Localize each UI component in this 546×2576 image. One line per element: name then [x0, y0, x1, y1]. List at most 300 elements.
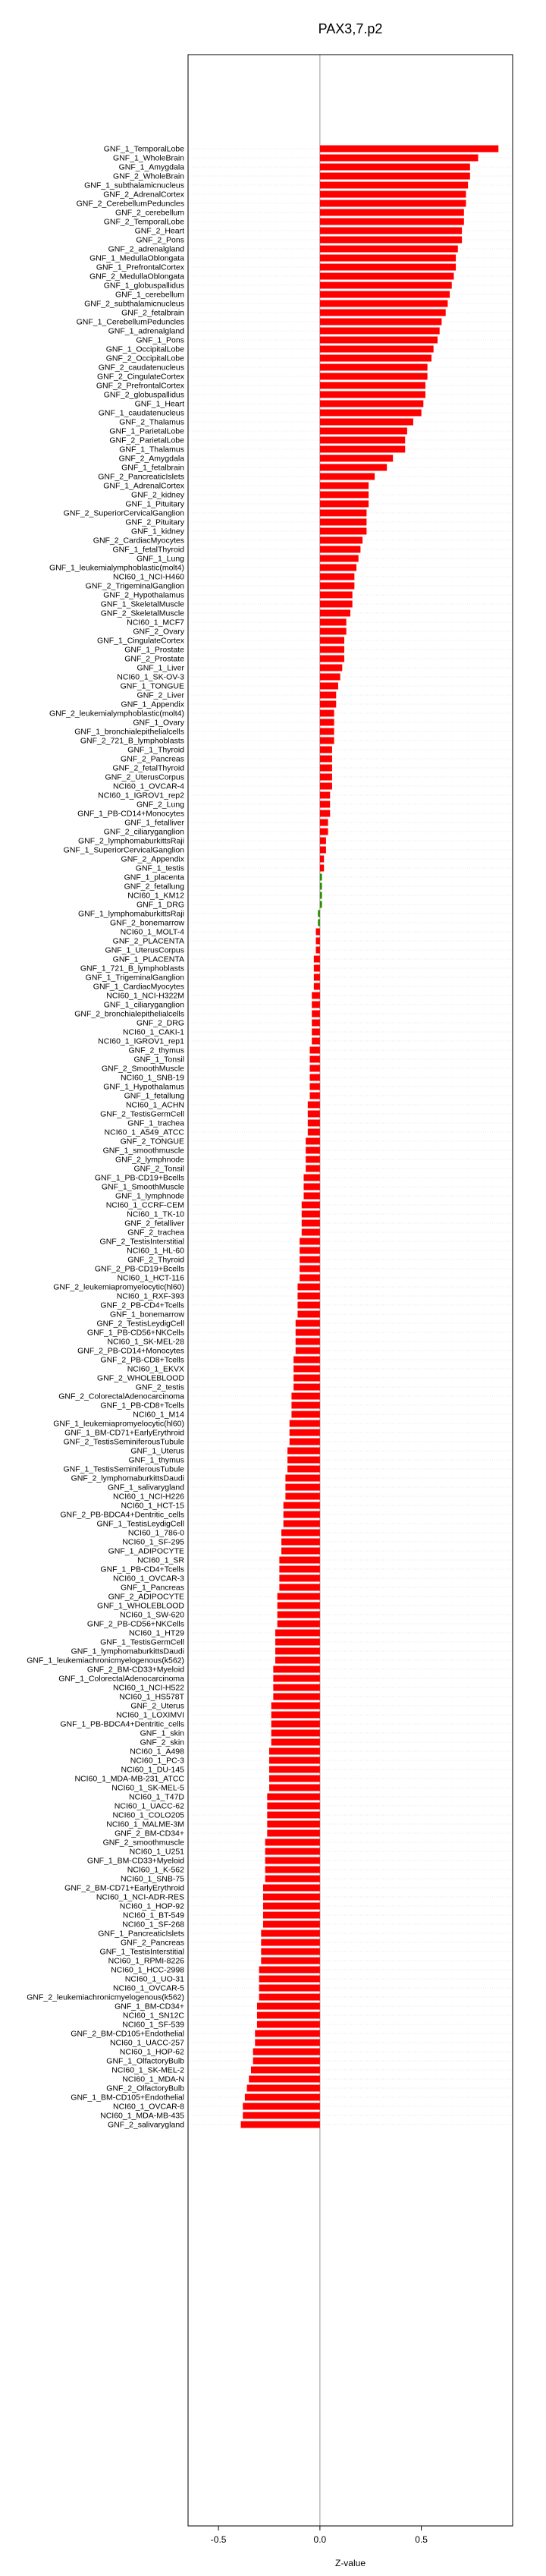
- category-label: GNF_2_Heart: [134, 226, 184, 236]
- bar: [265, 1867, 320, 1873]
- bar: [320, 810, 330, 817]
- bar: [275, 1630, 320, 1637]
- category-label: GNF_1_Lung: [136, 554, 184, 564]
- category-label: GNF_1_Thyroid: [127, 745, 184, 755]
- bar: [287, 1448, 320, 1455]
- bar: [320, 510, 367, 517]
- category-label: GNF_1_MedullaOblongata: [89, 253, 184, 263]
- bar: [320, 219, 464, 225]
- category-label: GNF_2_lymphomaburkittsRaji: [77, 836, 184, 846]
- category-label: GNF_1_Prostate: [124, 645, 184, 655]
- bar: [320, 155, 479, 162]
- category-label: GNF_1_WholeBrain: [113, 153, 184, 163]
- bar: [320, 473, 375, 480]
- bar: [308, 1111, 320, 1118]
- category-label: GNF_1_Appendix: [121, 700, 184, 709]
- category-label: GNF_1_WHOLEBLOOD: [97, 1601, 184, 1611]
- bar: [261, 1930, 320, 1937]
- bar: [320, 756, 332, 763]
- category-label: GNF_1_placenta: [124, 873, 184, 882]
- bar: [320, 637, 344, 644]
- bar: [320, 209, 464, 216]
- bar: [285, 1484, 319, 1491]
- bar: [320, 392, 425, 398]
- bar: [320, 710, 334, 717]
- category-label: GNF_1_DRG: [136, 900, 184, 910]
- category-label: GNF_2_globuspallidus: [103, 390, 184, 400]
- bar: [320, 646, 344, 653]
- category-label: GNF_2_fetallung: [124, 882, 184, 892]
- bar: [302, 1211, 320, 1218]
- category-label: GNF_2_WHOLEBLOOD: [97, 1373, 184, 1383]
- category-label: NCI60_1_HCC-2998: [111, 1965, 184, 1975]
- category-label: NCI60_1_MOLT-4: [120, 927, 184, 937]
- bar: [271, 1730, 320, 1737]
- category-label: GNF_2_leukemiapromyelocytic(hl60): [53, 1282, 184, 1292]
- category-label: NCI60_1_HCT-15: [121, 1501, 184, 1511]
- bar: [263, 1903, 320, 1910]
- bar: [255, 2030, 320, 2037]
- bar: [285, 1475, 319, 1482]
- bar: [265, 1848, 320, 1855]
- bar: [263, 1894, 320, 1901]
- bar: [320, 519, 367, 526]
- bar: [308, 1129, 320, 1136]
- category-label: NCI60_1_HOP-62: [119, 2047, 184, 2057]
- category-label: GNF_2_PrefrontalCortex: [96, 381, 184, 391]
- category-label: GNF_1_Uterus: [130, 1446, 184, 1456]
- category-label: GNF_1_PB-CD14+Monocytes: [77, 809, 184, 819]
- bar: [320, 883, 322, 890]
- bar: [310, 1093, 320, 1099]
- bar: [269, 1748, 320, 1755]
- bar: [243, 2112, 320, 2119]
- category-label: GNF_1_testis: [135, 863, 184, 873]
- bar: [273, 1694, 320, 1700]
- category-label: NCI60_1_M14: [133, 1410, 184, 1420]
- bar: [320, 483, 369, 489]
- bar: [269, 1757, 320, 1764]
- bar: [314, 956, 320, 963]
- category-label: GNF_2_PB-CD56+NKCells: [86, 1619, 184, 1629]
- category-label: GNF_1_PrefrontalCortex: [96, 263, 184, 272]
- bar: [320, 310, 446, 316]
- category-label: NCI60_1_SK-MEL-2: [111, 2065, 184, 2075]
- category-label: GNF_1_salivarygland: [108, 1483, 184, 1492]
- bar: [320, 819, 328, 826]
- bar: [281, 1539, 320, 1546]
- category-label: NCI60_1_A498: [130, 1747, 184, 1757]
- category-label: GNF_1_Ovary: [133, 718, 184, 728]
- category-label: GNF_2_Appendix: [121, 854, 184, 864]
- bar: [320, 200, 466, 207]
- bar: [257, 2003, 320, 2010]
- bar: [300, 1238, 320, 1245]
- category-label: GNF_1_TONGUE: [120, 681, 184, 691]
- bar: [320, 656, 344, 662]
- bar: [320, 273, 454, 280]
- bar: [259, 1985, 320, 1992]
- bar: [320, 610, 350, 617]
- category-label: NCI60_1_UACC-62: [114, 1801, 184, 1811]
- bar: [308, 1120, 320, 1127]
- category-label: GNF_1_PB-CD56+NKCells: [86, 1328, 184, 1338]
- category-label: NCI60_1_NCI-H460: [113, 572, 184, 582]
- chart-title: PAX3,7.p2: [318, 21, 383, 36]
- category-label: GNF_2_leukemialymphoblastic(molt4): [49, 709, 184, 719]
- category-label: GNF_1_OlfactoryBulb: [106, 2056, 184, 2066]
- category-label: GNF_2_caudatenucleus: [98, 363, 184, 373]
- bar: [275, 1639, 320, 1646]
- category-label: NCI60_1_SF-295: [122, 1537, 184, 1547]
- category-label: GNF_2_PB-BDCA4+Dentritic_cells: [60, 1510, 184, 1520]
- category-label: GNF_2_CardiacMyocytes: [93, 536, 184, 546]
- category-label: GNF_2_fetalliver: [124, 1219, 184, 1228]
- bar: [263, 1921, 320, 1928]
- category-label: GNF_1_Liver: [136, 663, 184, 673]
- bar: [320, 173, 470, 180]
- category-label: NCI60_1_NCI-H226: [113, 1492, 184, 1502]
- bar: [284, 1502, 320, 1509]
- category-label: GNF_2_Ovary: [133, 627, 184, 637]
- bar: [300, 1275, 320, 1282]
- x-axis-label: Z-value: [334, 2558, 366, 2568]
- category-label: GNF_2_PB-CD14+Monocytes: [77, 1346, 184, 1356]
- category-label: NCI60_1_TK-10: [127, 1209, 184, 1219]
- bar: [241, 2122, 320, 2128]
- category-label: NCI60_1_SK-MEL-5: [111, 1783, 184, 1793]
- category-label: GNF_2_PB-CD8+Tcells: [100, 1355, 184, 1365]
- category-label: GNF_2_lymphomaburkittsDaudi: [71, 1474, 184, 1483]
- category-label: GNF_2_Thyroid: [127, 1255, 184, 1265]
- bar: [320, 346, 434, 353]
- bar: [314, 965, 320, 972]
- bar: [320, 738, 334, 744]
- category-label: GNF_1_PB-CD19+Bcells: [94, 1173, 184, 1183]
- category-label: GNF_2_TestisLeydigCell: [96, 1319, 184, 1329]
- category-label: GNF_1_TestisLeydigCell: [96, 1519, 184, 1529]
- bar: [300, 1247, 320, 1254]
- category-label: GNF_1_fetalbrain: [121, 463, 184, 473]
- category-label: GNF_1_PB-CD8+Tcells: [100, 1401, 184, 1411]
- category-label: NCI60_1_HCT-116: [117, 1273, 184, 1283]
- category-label: GNF_1_SuperiorCervicalGanglion: [63, 845, 184, 855]
- category-label: GNF_2_adrenalgland: [108, 244, 184, 254]
- category-label: GNF_1_Amygdala: [118, 162, 184, 172]
- bar: [320, 237, 462, 244]
- category-label: GNF_1_ColorectalAdenocarcinoma: [58, 1674, 184, 1684]
- bar: [320, 719, 334, 726]
- category-label: GNF_2_Pancreas: [120, 754, 184, 764]
- bar: [320, 592, 353, 599]
- category-label: GNF_2_SmoothMuscle: [101, 1064, 184, 1074]
- category-label: GNF_1_OccipitalLobe: [105, 344, 184, 354]
- category-label: GNF_2_Amygdala: [118, 454, 184, 464]
- category-label: NCI60_1_SF-268: [122, 1920, 184, 1930]
- bar: [320, 892, 322, 899]
- bar: [273, 1684, 320, 1691]
- bar: [267, 1821, 320, 1828]
- bar: [278, 1603, 320, 1609]
- category-label: NCI60_1_BT-549: [122, 1911, 184, 1920]
- category-label: NCI60_1_HOP-92: [119, 1901, 184, 1911]
- bar: [296, 1329, 320, 1336]
- category-label: GNF_1_CerebellumPeduncles: [76, 317, 184, 327]
- category-label: NCI60_1_SNB-75: [120, 1874, 184, 1884]
- category-label: GNF_2_leukemiachronicmyelogenous(k562): [27, 1993, 184, 2002]
- category-label: GNF_2_TestisSeminiferousTubule: [63, 1437, 184, 1447]
- bar: [267, 1803, 320, 1810]
- category-label: GNF_1_ciliaryganglion: [103, 1000, 184, 1010]
- category-label: NCI60_1_HL-60: [127, 1246, 184, 1256]
- bar: [320, 765, 332, 772]
- bar: [320, 291, 450, 298]
- category-label: NCI60_1_DU-145: [121, 1765, 184, 1775]
- category-label: GNF_2_ADIPOCYTE: [108, 1592, 184, 1602]
- bar: [320, 847, 326, 854]
- bar: [303, 1193, 319, 1200]
- category-label: GNF_1_721_B_lymphoblasts: [80, 964, 184, 973]
- bar: [320, 191, 466, 198]
- bar: [320, 337, 438, 344]
- bar: [320, 382, 425, 389]
- category-label: GNF_1_Pons: [136, 335, 184, 345]
- bar: [273, 1666, 320, 1673]
- bar: [320, 619, 347, 626]
- bar: [320, 401, 423, 407]
- category-label: GNF_2_721_B_lymphoblasts: [80, 736, 184, 746]
- bar: [261, 1939, 320, 1946]
- category-label: NCI60_1_CAKI-1: [122, 1027, 184, 1037]
- category-label: GNF_1_TestisSeminiferousTubule: [63, 1464, 184, 1474]
- category-label: NCI60_1_MDA-MB-435: [100, 2111, 184, 2121]
- bar: [320, 574, 354, 580]
- category-label: GNF_2_SuperiorCervicalGanglion: [63, 508, 184, 518]
- bar: [267, 1794, 320, 1801]
- category-label: NCI60_1_SF-539: [122, 2020, 184, 2030]
- category-label: GNF_2_ParietalLobe: [109, 436, 184, 445]
- bar: [320, 537, 362, 544]
- bar: [284, 1511, 320, 1518]
- category-label: GNF_2_testis: [135, 1382, 184, 1392]
- bar: [247, 2085, 320, 2092]
- category-label: GNF_2_Tonsil: [133, 1164, 184, 1174]
- category-label: GNF_2_fetalThyroid: [112, 763, 184, 773]
- bar: [320, 264, 456, 271]
- bar: [306, 1165, 320, 1172]
- category-label: GNF_1_PancreaticIslets: [98, 1929, 184, 1939]
- category-label: NCI60_1_UO-31: [124, 1974, 184, 1984]
- category-label: GNF_2_MedullaOblongata: [89, 272, 184, 282]
- bar: [275, 1657, 320, 1664]
- category-label: NCI60_1_SK-OV-3: [117, 672, 184, 682]
- bar: [278, 1612, 320, 1618]
- category-label: GNF_2_Pituitary: [125, 517, 184, 527]
- bar: [302, 1229, 320, 1236]
- bar: [271, 1712, 320, 1719]
- bar: [320, 437, 405, 444]
- category-label: GNF_1_lymphomaburkittsDaudi: [71, 1647, 184, 1656]
- bar: [265, 1839, 320, 1846]
- bar: [285, 1493, 319, 1500]
- category-label: GNF_2_BM-CD33+Myeloid: [86, 1665, 184, 1675]
- bar: [271, 1703, 320, 1709]
- bar: [296, 1320, 320, 1327]
- bar: [263, 1885, 320, 1892]
- bar: [320, 364, 428, 371]
- bar: [320, 829, 328, 835]
- bar: [320, 865, 324, 872]
- bar: [320, 455, 393, 462]
- bar: [278, 1621, 320, 1628]
- bar: [284, 1521, 320, 1527]
- bar: [265, 1857, 320, 1864]
- category-label: GNF_1_adrenalgland: [108, 326, 184, 336]
- category-label: GNF_1_TrigeminalGanglion: [85, 973, 184, 983]
- bar: [320, 747, 332, 753]
- category-label: GNF_2_PLACENTA: [112, 936, 184, 946]
- category-label: NCI60_1_RPMI-8226: [108, 1956, 184, 1966]
- category-label: GNF_1_lymphomaburkittsRaji: [77, 909, 184, 919]
- category-label: GNF_2_trachea: [127, 1228, 184, 1238]
- bar: [320, 901, 322, 908]
- bar: [291, 1402, 319, 1409]
- bar: [320, 255, 456, 262]
- bar: [255, 2040, 320, 2046]
- bar: [291, 1393, 319, 1400]
- category-label: GNF_1_cerebellum: [115, 290, 184, 300]
- bar: [310, 1074, 320, 1081]
- category-label: GNF_2_Thalamus: [119, 417, 184, 427]
- bar: [273, 1675, 320, 1682]
- bar: [287, 1457, 320, 1464]
- bar: [320, 428, 407, 435]
- bar: [290, 1439, 320, 1445]
- category-label: GNF_1_Tonsil: [133, 1055, 184, 1065]
- category-label: GNF_2_AdrenalCortex: [103, 190, 184, 200]
- bar: [320, 555, 359, 562]
- category-label: GNF_1_Hypothalamus: [103, 1082, 184, 1092]
- bar: [297, 1302, 319, 1309]
- category-label: GNF_1_PLACENTA: [112, 955, 184, 964]
- bar: [302, 1220, 320, 1227]
- bar: [275, 1648, 320, 1655]
- category-label: GNF_1_leukemiapromyelocytic(hl60): [53, 1419, 184, 1429]
- category-label: NCI60_1_OVCAR-8: [113, 2102, 184, 2112]
- category-label: GNF_2_BM-CD34+: [115, 1829, 184, 1838]
- bar: [316, 938, 320, 945]
- category-label: GNF_2_Lung: [136, 800, 184, 810]
- category-label: GNF_2_BM-CD105+Endothelial: [71, 2029, 184, 2039]
- category-label: NCI60_1_CCRF-CEM: [105, 1200, 184, 1210]
- bar: [320, 856, 324, 863]
- category-label: GNF_2_thymus: [128, 1046, 184, 1055]
- bar: [251, 2067, 320, 2074]
- bar: [320, 373, 428, 380]
- category-label: NCI60_1_OVCAR-4: [113, 782, 184, 791]
- category-label: GNF_1_BM-CD105+Endothelial: [71, 2093, 184, 2103]
- bar: [320, 838, 326, 845]
- category-label: GNF_2_Pons: [136, 235, 184, 245]
- bar: [320, 300, 448, 307]
- bar: [312, 1011, 320, 1018]
- bar: [279, 1557, 320, 1564]
- category-label: NCI60_1_UACC-257: [109, 2038, 184, 2048]
- category-label: GNF_1_SkeletalMuscle: [100, 599, 184, 609]
- bar: [308, 1102, 320, 1109]
- bar: [306, 1147, 320, 1154]
- bar: [269, 1785, 320, 1791]
- category-label: GNF_2_bonemarrow: [109, 918, 184, 928]
- bar: [320, 728, 334, 735]
- category-label: GNF_2_PB-CD4+Tcells: [100, 1301, 184, 1310]
- category-label: GNF_2_lymphnode: [115, 1155, 184, 1165]
- bar: [293, 1384, 320, 1391]
- category-label: GNF_2_salivarygland: [108, 2120, 184, 2130]
- category-label: GNF_2_TemporalLobe: [103, 217, 184, 227]
- bar: [249, 2076, 320, 2083]
- category-label: NCI60_1_IGROV1_rep1: [98, 1036, 184, 1046]
- category-label: GNF_2_CerebellumPeduncles: [76, 199, 184, 209]
- bar: [253, 2049, 320, 2055]
- category-label: GNF_1_PB-CD4+Tcells: [100, 1565, 184, 1574]
- category-label: NCI60_1_T47D: [129, 1792, 184, 1802]
- bar: [314, 983, 320, 990]
- category-label: NCI60_1_SNB-19: [120, 1073, 184, 1083]
- bar: [281, 1530, 320, 1536]
- category-label: NCI60_1_SK-MEL-28: [107, 1337, 184, 1347]
- category-label: GNF_1_thymus: [128, 1455, 184, 1465]
- bar: [293, 1375, 320, 1382]
- bar: [245, 2094, 320, 2101]
- category-label: NCI60_1_COLO205: [112, 1810, 184, 1820]
- bar: [278, 1593, 320, 1600]
- category-label: NCI60_1_K-562: [127, 1865, 184, 1875]
- bar: [320, 319, 442, 326]
- category-label: GNF_2_UterusCorpus: [105, 772, 184, 782]
- bar: [300, 1266, 320, 1272]
- bar: [312, 1029, 320, 1036]
- bar: [320, 246, 458, 253]
- category-label: GNF_2_BM-CD71+EarlyErythroid: [64, 1883, 184, 1893]
- bar: [279, 1575, 320, 1582]
- bar: [296, 1348, 320, 1354]
- bar: [320, 874, 322, 881]
- category-label: GNF_1_smoothmuscle: [102, 1146, 184, 1156]
- bar: [261, 1949, 320, 1955]
- category-label: GNF_1_bronchialepithelialcells: [74, 727, 184, 737]
- category-label: NCI60_1_SN12C: [122, 2011, 184, 2021]
- bar: [320, 146, 498, 153]
- category-label: GNF_1_fetallung: [124, 1091, 184, 1101]
- bar: [312, 1038, 320, 1045]
- category-label: GNF_1_caudatenucleus: [98, 408, 184, 418]
- category-label: GNF_2_TrigeminalGanglion: [85, 581, 184, 591]
- bar: [320, 665, 342, 672]
- bar: [263, 1912, 320, 1919]
- category-label: GNF_1_AdrenalCortex: [103, 481, 184, 491]
- category-label: GNF_2_bronchialepithelialcells: [74, 1009, 184, 1019]
- category-label: GNF_1_CardiacMyocytes: [93, 982, 184, 992]
- bar: [279, 1584, 320, 1591]
- category-label: GNF_1_TestisGermCell: [100, 1637, 184, 1647]
- category-label: GNF_1_bonemarrow: [109, 1310, 184, 1319]
- category-label: NCI60_1_SW-620: [119, 1610, 184, 1620]
- bar: [297, 1293, 319, 1300]
- category-label: GNF_2_TONGUE: [120, 1137, 184, 1146]
- bar: [320, 164, 470, 171]
- bar: [243, 2103, 320, 2110]
